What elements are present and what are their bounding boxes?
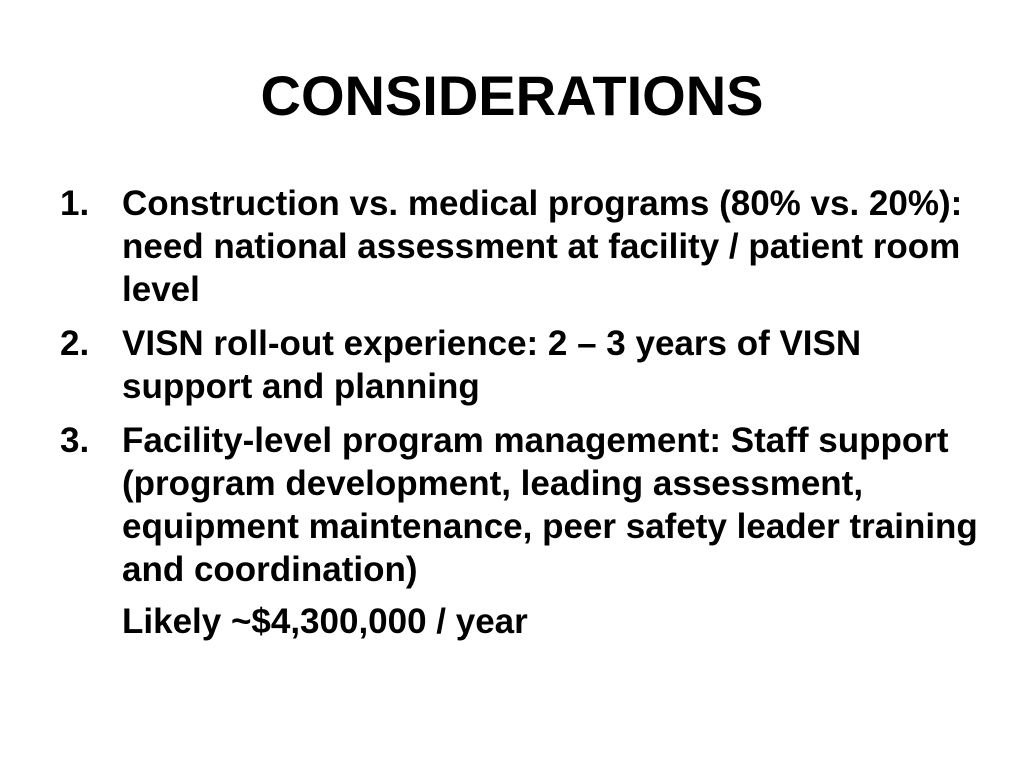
considerations-list (60, 182, 980, 602)
list-item-number: 3. (60, 421, 90, 460)
slide-title: CONSIDERATIONS (260, 64, 764, 127)
list-item (60, 419, 980, 591)
list-item-number: 2. (60, 324, 90, 363)
list-item-number: 1. (60, 184, 90, 223)
list-item-text: VISN roll-out experience: 2 – 3 years of VISN support and planning (122, 324, 862, 406)
cost-estimate-note: Likely ~$4,300,000 / year (122, 602, 528, 641)
list-item-text: Construction vs. medical programs (80% vs. 20%): need national assessment at facility / patient room level (122, 184, 963, 309)
list-item (60, 182, 980, 311)
list-item-text: Facility-level program management: Staff support (program development, leading assessment, equipment maintenance, peer safety leader training and coordination) (122, 421, 978, 589)
list-item (60, 322, 980, 408)
